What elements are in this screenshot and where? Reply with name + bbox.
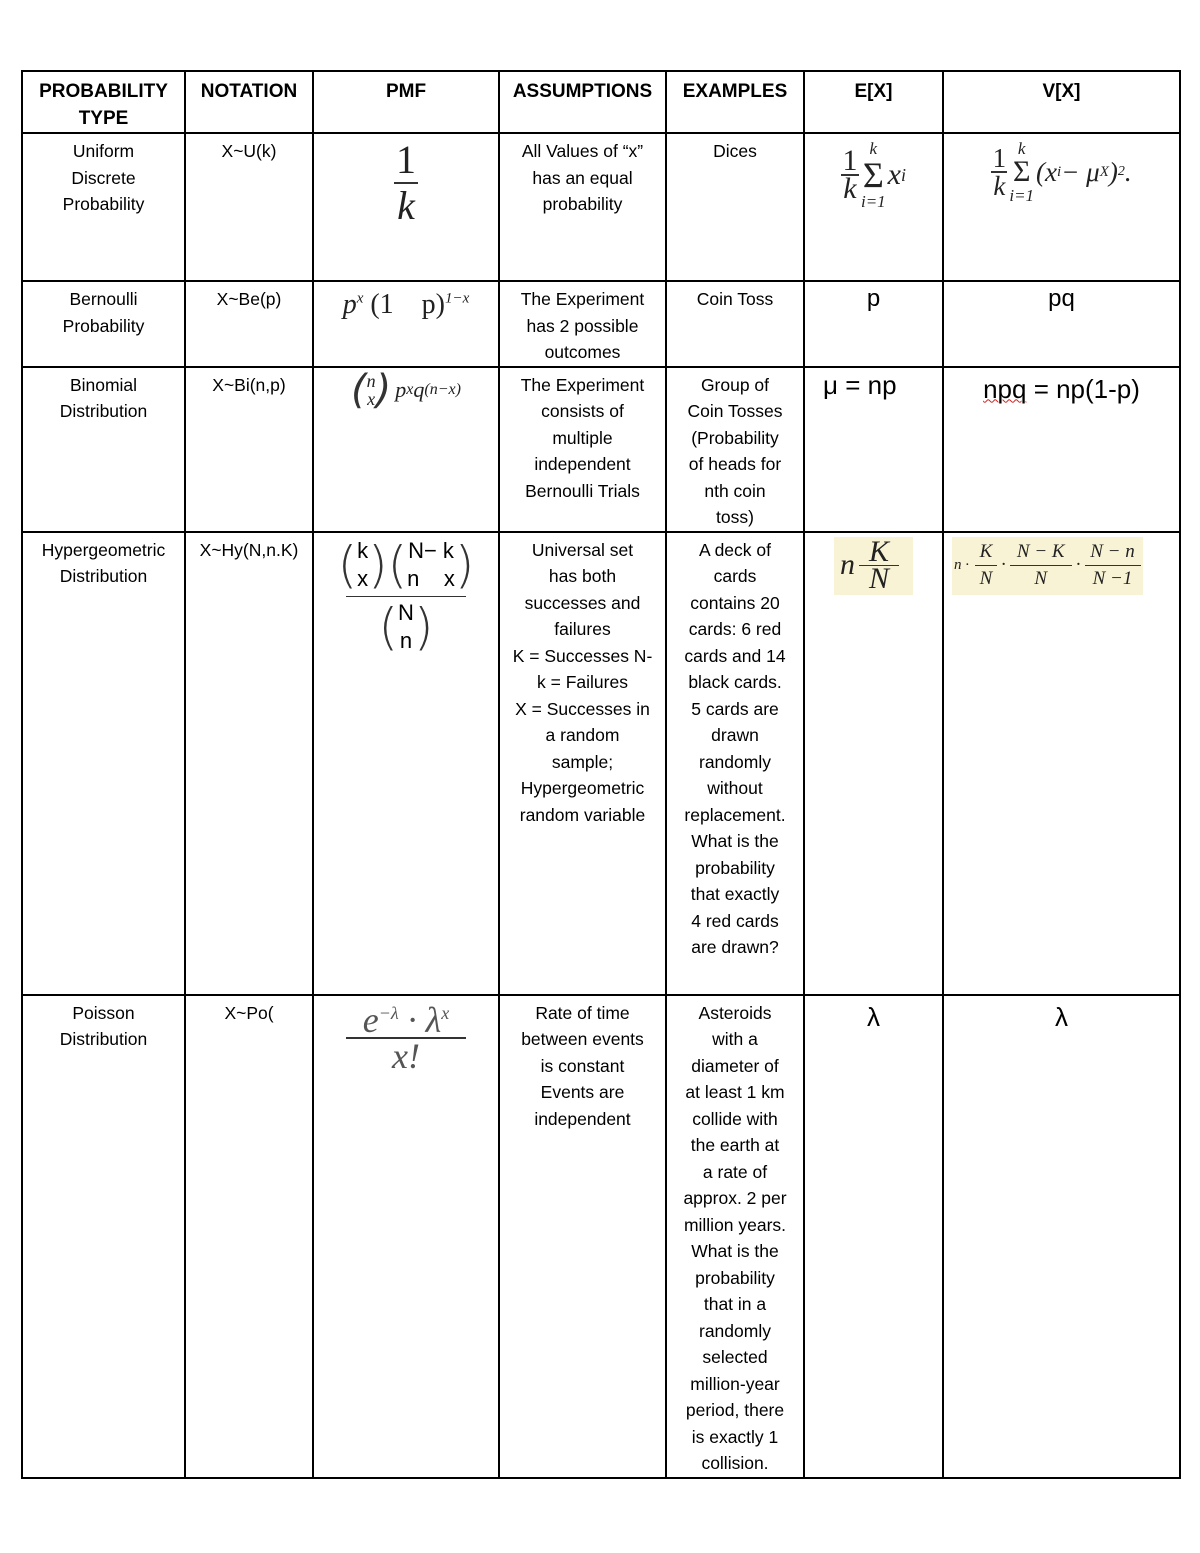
notation-cell: X~Bi(n,p) <box>185 367 313 532</box>
assumptions-cell: All Values of “x” has an equal probability <box>499 133 666 281</box>
expected-value-cell: μ = np <box>804 367 943 532</box>
notation-cell: X~Po( <box>185 995 313 1478</box>
pmf-cell <box>313 532 499 995</box>
pmf-cell <box>313 367 499 532</box>
header-notation: NOTATION <box>185 71 313 133</box>
variance-cell <box>943 133 1180 281</box>
header-expected-value: E[X] <box>804 71 943 133</box>
expected-value-formula: n $\frac{K}{N}$ <box>834 537 913 595</box>
header-row <box>22 71 1180 133</box>
notation-cell: X~U(k) <box>185 133 313 281</box>
pmf-cell <box>313 995 499 1478</box>
assumptions-cell: The Experiment has 2 possible outcomes <box>499 281 666 367</box>
probability-type-cell: Uniform Discrete Probability <box>22 133 185 281</box>
header-assumptions: ASSUMPTIONS <box>499 71 666 133</box>
expected-value-cell <box>804 532 943 995</box>
pmf-formula: $\frac{1}{k}$ <box>396 137 416 228</box>
examples-cell: Group of Coin Tosses (Probability of heads for nth coin toss) <box>666 367 804 532</box>
examples-cell: Asteroids with a diameter of at least 1 km collide with the earth at a rate of approx. 2 per million years. What is the probability that in a randomly selected million-year period, there is exactly 1 collision. <box>666 995 804 1478</box>
table-row <box>22 995 1180 1478</box>
variance-cell: λ <box>943 995 1180 1478</box>
pmf-formula: $\frac{e^{-\lambda} \cdot \lambda^x}{x!}$ <box>346 1000 466 1070</box>
pmf-formula: ( k x ) ( N− k n x ) ( N n ) <box>337 535 475 657</box>
variance-cell: npq = np(1-p) <box>943 367 1180 532</box>
notation-cell: X~Hy(N,n.K) <box>185 532 313 995</box>
header-pmf: PMF <box>313 71 499 133</box>
table-row <box>22 133 1180 281</box>
expected-value-formula: $\frac{1}{k}$ k Σ i=1 x i <box>842 139 907 211</box>
variance-cell: pq <box>943 281 1180 367</box>
header-variance: V[X] <box>943 71 1180 133</box>
variance-cell <box>943 532 1180 995</box>
examples-cell: A deck of cards contains 20 cards: 6 red cards and 14 black cards. 5 cards are drawn randomly without replacement. What is the probability that exactly 4 red cards are drawn? <box>666 532 804 995</box>
probability-type-cell: Poisson Distribution <box>22 995 185 1478</box>
probability-type-cell: Binomial Distribution <box>22 367 185 532</box>
examples-cell: Dices <box>666 133 804 281</box>
probability-type-cell: Bernoulli Probability <box>22 281 185 367</box>
expected-value-cell <box>804 133 943 281</box>
header-probability-type: PROBABILITY TYPE <box>22 71 185 133</box>
table-row <box>22 367 1180 532</box>
pmf-formula: $p^x$ (1 p)$^{1-x}$ <box>342 289 470 321</box>
table-row <box>22 281 1180 367</box>
expected-value-cell: λ <box>804 995 943 1478</box>
probability-distribution-table <box>21 70 1181 1479</box>
probability-type-cell: Hypergeometric Distribution <box>22 532 185 995</box>
examples-cell: Coin Toss <box>666 281 804 367</box>
pmf-cell <box>313 281 499 367</box>
table-row <box>22 532 1180 995</box>
variance-formula: $\frac{1}{k}$ k Σ i=1 (x i − μ X ) 2 . <box>992 139 1132 205</box>
pmf-formula: ( n x ) p x q (n−x) <box>351 367 461 414</box>
pmf-cell <box>313 133 499 281</box>
assumptions-cell: Universal set has both successes and failures K = Successes N- k = Failures X = Successes in a random sample; Hypergeometric random variable <box>499 532 666 995</box>
notation-cell: X~Be(p) <box>185 281 313 367</box>
assumptions-cell: Rate of time between events is constant Events are independent <box>499 995 666 1478</box>
assumptions-cell: The Experiment consists of multiple independent Bernoulli Trials <box>499 367 666 532</box>
expected-value-cell: p <box>804 281 943 367</box>
header-examples: EXAMPLES <box>666 71 804 133</box>
variance-formula: n · $\frac{K}{N}$ · $\frac{N - K}{N}$ · $\frac{N - n}{N -1}$ <box>952 537 1143 595</box>
